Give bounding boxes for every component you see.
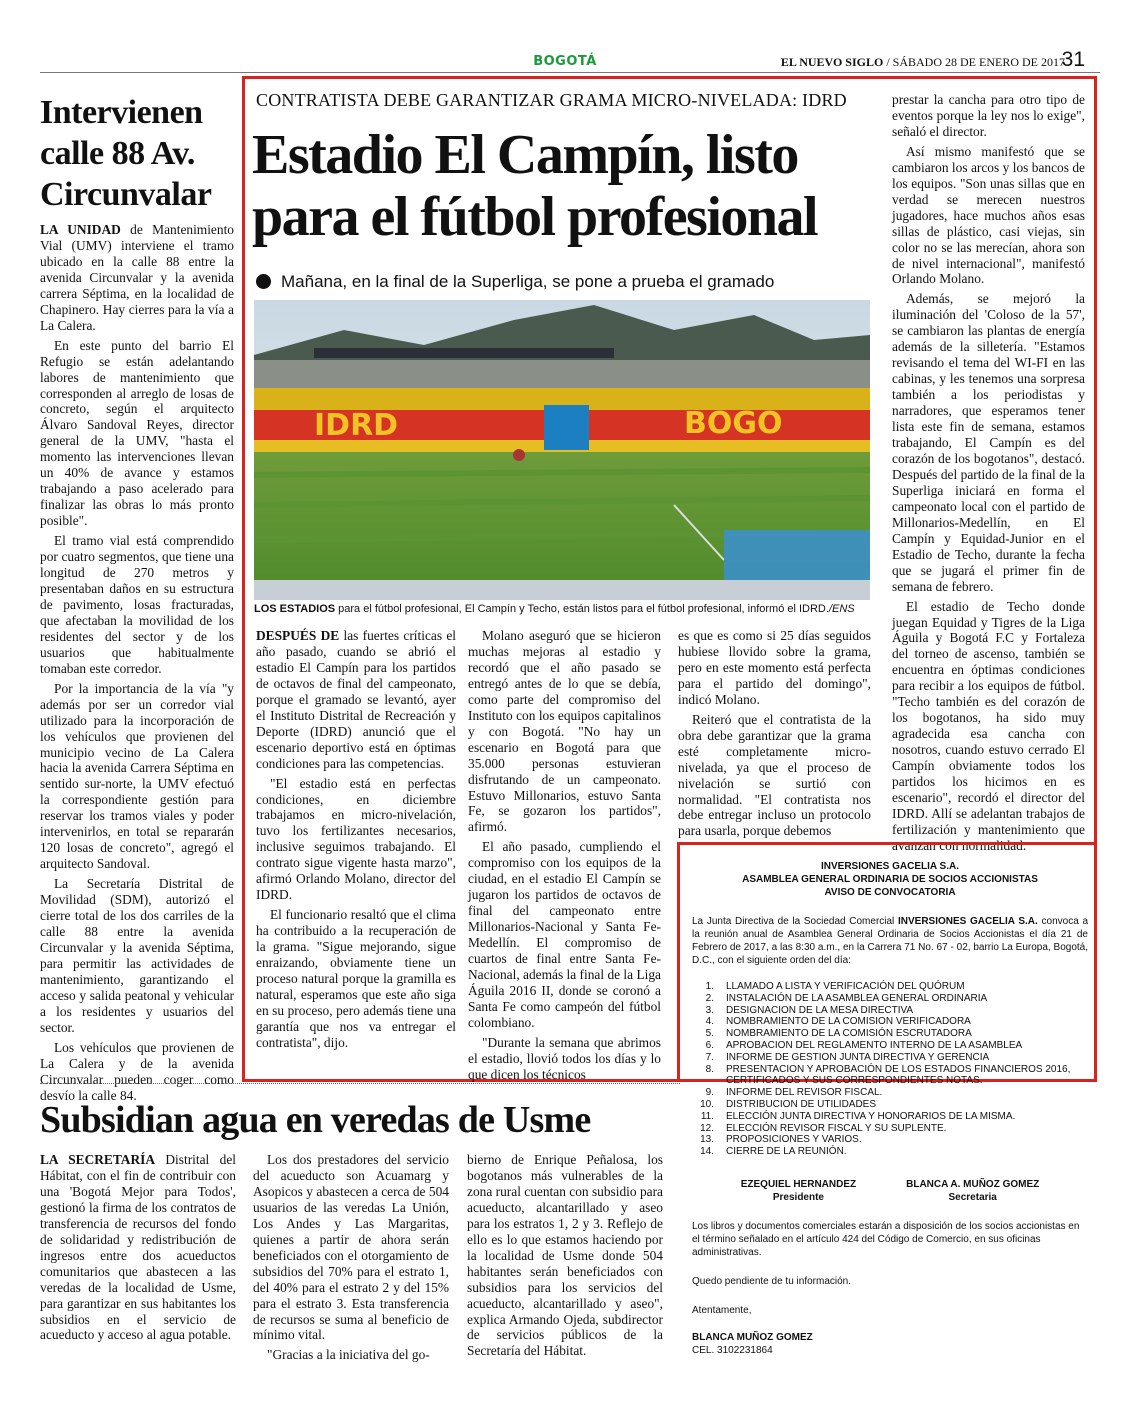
intro-a: La Junta Directiva de la Sociedad Comercial xyxy=(692,916,898,927)
subhead-text: Mañana, en la final de la Superliga, se pone a prueba el gramado xyxy=(281,272,775,291)
main-c4-p1: prestar la cancha para otro tipo de eventos porque la ley nos lo exige", señaló el director. xyxy=(892,92,1085,139)
main-col-4 xyxy=(892,92,1085,858)
left-p3: El tramo vial está comprendido por cuatro segmentos, que tiene una longitud de 270 metros y presentaban daños en su estructura de pavimento, losas fracturadas, que afectaban la movilidad de los residentes del sector y de los usuarios que habitualmente tomaban este corredor. xyxy=(40,533,234,676)
signature-president xyxy=(741,1178,856,1204)
main-headline: Estadio El Campín, listo para el fútbol profesional xyxy=(252,124,818,248)
issue-date: SÁBADO 28 DE ENERO DE 2017 xyxy=(892,55,1065,69)
sig1-role: Presidente xyxy=(772,1191,824,1203)
main-c2-p3: "Durante la semana que abrimos el estadio, llovió todos los días y lo que dicen los técnicos xyxy=(468,1034,661,1082)
notice-assembly: ASAMBLEA GENERAL ORDINARIA DE SOCIOS ACCIONISTAS xyxy=(742,874,1038,885)
agenda-number: 1. xyxy=(705,981,714,992)
agenda-text: DESIGNACION DE LA MESA DIRECTIVA xyxy=(726,1004,914,1016)
agenda-item xyxy=(680,1028,1100,1040)
stadium-illustration xyxy=(254,300,870,600)
agenda-number: 12. xyxy=(700,1122,714,1134)
bottom-col-1 xyxy=(40,1152,236,1347)
section-label: BOGOTÁ xyxy=(533,54,597,69)
main-lead: DESPUÉS DE xyxy=(256,628,340,643)
stadium-photo xyxy=(254,300,870,600)
agenda-item xyxy=(680,1016,1100,1028)
agenda-text: NOMBRAMIENTO DE LA COMISIÓN ESCRUTADORA xyxy=(726,1028,972,1040)
agenda-number: 13. xyxy=(700,1134,714,1146)
agenda-item xyxy=(680,1064,1100,1088)
left-p2: En este punto del barrio El Refugio se están adelantando labores de mantenimiento que corresponden al arreglo de losas de concreto, según el arquitecto Álvaro Sandoval Reyes, director general de la UMV, "hasta el momento las intervenciones llevan un 40% de avance y estamos trabajando a paso acelerado para finalizar las obras lo más pronto posible". xyxy=(40,337,234,529)
agenda-number: 8. xyxy=(705,1063,714,1075)
main-c3-p1: es que es como si 25 días seguidos hubiese llovido sobre la grama, pero en este momento está perfecta para el partido del domingo", indicó Molano. xyxy=(678,628,871,707)
notice-pending: Quedo pendiente de tu información. xyxy=(692,1275,851,1287)
left-p6: Los vehículos que provienen de La Calera y de la avenida Circunvalar pueden coger como desvío la calle 84. xyxy=(40,1039,234,1103)
agenda-number: 4. xyxy=(705,1016,714,1028)
agenda-item xyxy=(680,1099,1100,1111)
main-c1-p1: las fuertes críticas el año pasado, cuando se abrió el estadio El Campín para los partidos de octavos de final del campeonato, porque el gramado se levantó, ayer el Instituto Distrital de Recreación y Deporte (IDRD) anunció que el escenario deportivo está en óptimas condiciones para las competencias. xyxy=(256,628,456,771)
notice-aviso: AVISO DE CONVOCATORIA xyxy=(824,887,956,898)
caption-text: para el fútbol profesional, El Campín y Techo, están listos para el fútbol profesional, informó el IDRD. xyxy=(335,603,829,615)
main-c2-p2: El año pasado, cumpliendo el compromiso con los equipos de la ciudad, en el estadio El Campín se jugaron los partidos de octavos de final del campeonato entre Millonarios-Nacional y Santa Fe-Medellín. El compromiso de cuartos de final entre Santa Fe-Nacional, además la final de la Liga Águila 2016 II, donde se coronó a Santa Fe como campeón del fútbol colombiano. xyxy=(468,839,661,1030)
notice-company: INVERSIONES GACELIA S.A. xyxy=(821,861,959,872)
agenda-text: ELECCIÓN REVISOR FISCAL Y SU SUPLENTE. xyxy=(726,1122,947,1134)
main-col-1 xyxy=(256,628,456,1055)
agenda-number: 9. xyxy=(705,1087,714,1099)
agenda-item xyxy=(680,1087,1100,1099)
caption-lead: LOS ESTADIOS xyxy=(254,603,336,615)
agenda-item xyxy=(680,1111,1100,1123)
main-c3-p2: Reiteró que el contratista de la obra debe garantizar que la grama esté completamente micro-nivelada, ya que el proceso de nivelación se surtió con normalidad. "El contratista nos debe entregar incluso un protocolo para usarla, porque debemos xyxy=(678,711,871,839)
notice-regards: Atentamente, xyxy=(692,1304,752,1316)
agenda-item xyxy=(680,1052,1100,1064)
sig2-role: Secretaria xyxy=(948,1191,997,1203)
agenda-item xyxy=(680,1134,1100,1146)
bottom-col-2 xyxy=(253,1152,449,1367)
notice-books: Los libros y documentos comerciales estarán a disposición de los socios accionistas en el término señalado en el artículo 424 del Código de Comercio, en sus oficinas administrativas. xyxy=(692,1220,1080,1258)
agenda-item xyxy=(680,1146,1100,1158)
assembly-notice xyxy=(680,860,1100,1357)
main-c2-p1: Molano aseguró que se hicieron muchas mejoras al estadio y recordó que el año pasado se entregó antes de lo que se debía, como parte del compromiso del Instituto con los equipos capitalinos y con Bogotá. "No hay un escenario en Bogotá para que 35.000 personas estuvieran disfrutando de un campeonato. Estuvo Millonarios, estuvo Santa Fe, se gozaron los partidos", afirmó. xyxy=(468,628,661,835)
main-c4-p2: Así mismo manifestó que se cambiaron los arcos y los bancos de los equipos. "Son unas sillas que en verdad se merecen nuestros jugadores, hace muchos años esas sillas de plástico, casi viejas, sin color no se las merecían, ahora son de nivel internacional", manifestó Orlando Molano. xyxy=(892,143,1085,287)
signatures xyxy=(680,1178,1100,1204)
bottom-headline: Subsidian agua en veredas de Usme xyxy=(40,1099,591,1141)
sig1-name: EZEQUIEL HERNANDEZ xyxy=(740,1178,857,1190)
stand-letters-right: BOGO xyxy=(684,406,783,441)
agenda-text: PRESENTACION Y APROBACIÓN DE LOS ESTADOS FINANCIEROS 2016, CERTIFICADOS Y SUS CORRESPONDIENTES NOTAS. xyxy=(726,1063,1071,1087)
agenda-number: 3. xyxy=(705,1004,714,1016)
sig2-name: BLANCA A. MUÑOZ GOMEZ xyxy=(906,1178,1040,1190)
main-c1-p3: El funcionario resaltó que el clima ha contribuido a la recuperación de la grama. "Sigue mejorando, sigue enraizando, obviamente tiene un proceso natural porque la gramilla es natural, esperamos que este año siga en su proceso, pero además tiene una garantía que nos va entregar el contratista", dijo. xyxy=(256,907,456,1050)
bullet-icon xyxy=(256,274,271,289)
agenda-text: LLAMADO A LISTA Y VERIFICACIÓN DEL QUÓRUM xyxy=(726,981,965,992)
main-col-2 xyxy=(468,628,661,1087)
agenda-list xyxy=(680,981,1100,1158)
agenda-number: 10. xyxy=(700,1098,714,1110)
agenda-text: NOMBRAMIENTO DE LA COMISION VERIFICADORA xyxy=(726,1016,971,1028)
contact-name: BLANCA MUÑOZ GOMEZ xyxy=(692,1331,813,1343)
left-headline: Intervienen calle 88 Av. Circunvalar xyxy=(40,94,212,213)
paper-name: EL NUEVO SIGLO xyxy=(780,55,884,69)
main-c1-p2: "El estadio está en perfectas condiciones, en diciembre trabajamos en micro-nivelación, tuvo los fertilizantes necesarios, inclusive seguimos trabajando. El contrato sigue vigente hasta marzo", afirmó Orlando Molano, director del IDRD. xyxy=(256,775,456,903)
agenda-text: ELECCIÓN JUNTA DIRECTIVA Y HONORARIOS DE LA MISMA. xyxy=(726,1110,1016,1122)
left-lead: LA UNIDAD xyxy=(40,222,121,237)
bottom-lead: LA SECRETARÍA xyxy=(40,1152,156,1167)
agenda-text: INSTALACIÓN DE LA ASAMBLEA GENERAL ORDINARIA xyxy=(726,992,988,1004)
contact-phone: CEL. 3102231864 xyxy=(692,1344,773,1356)
left-article-body xyxy=(40,222,234,1107)
agenda-number: 5. xyxy=(705,1028,714,1040)
photo-caption xyxy=(254,603,894,615)
intro-c: convoca a la reunión anual de Asamblea General Ordinaria de Socios Accionistas el día 21 de Febrero de 2017, a las 8:30 a.m., en la Carrera 71 No. 67 - 02, barrio La Europa, Bogotá, D.C., con el siguiente orden del día: xyxy=(692,916,1089,966)
left-p5: La Secretaría Distrital de Movilidad (SDM), autorizó el cierre total de los dos carriles de la calle 88 entre la avenida Circunvalar y la avenida Séptima, para permitir las actividades de mantenimiento, garantizando el acceso y salida peatonal y vehicular a los residentes y usuarios del sector. xyxy=(40,876,234,1035)
main-c4-p3: Además, se mejoró la iluminación del 'Coloso de la 57', se cambiaron las plantas de energía además de la silletería. "Estamos revisando el tema del WI-FI en las cabinas, y les tenemos una sorpresa también a los periodistas y narradores, que esperamos tener lista este fin de semana, estamos trabajando, El Campín es del corazón de los bogotanos", destacó. Después del partido de la final de la Superliga iniciará en forma el campeonato local con el partido de Millonarios-Medellín, en El Campín y Equidad-Junior en el Estadio de Techo, durante la fecha que se jugará el primer fin de semana de febrero. xyxy=(892,291,1085,594)
bottom-c3: bierno de Enrique Peñalosa, los bogotanos más vulnerables de la zona rural cuentan con subsidio para acueducto, alcantarillado y aseo para los estratos 1, 2 y 3. Reflejo de ello es lo que estamos haciendo por la localidad de Usme donde 504 habitantes serán beneficiados con subsidios para los servicios del acueducto, alcantarillado y aseo", explica Armando Ojeda, subdirector de servicios públicos de la Secretaría del Hábitat. xyxy=(467,1152,663,1359)
main-kicker: CONTRATISTA DEBE GARANTIZAR GRAMA MICRO-NIVELADA: IDRD xyxy=(256,90,847,110)
agenda-text: APROBACION DEL REGLAMENTO INTERNO DE LA ASAMBLEA xyxy=(726,1039,1023,1051)
main-col-3 xyxy=(678,628,871,843)
agenda-item xyxy=(680,1005,1100,1017)
agenda-number: 11. xyxy=(700,1110,714,1122)
agenda-number: 6. xyxy=(705,1039,714,1051)
agenda-item xyxy=(680,993,1100,1005)
agenda-number: 7. xyxy=(705,1051,714,1063)
left-p1: de Mantenimiento Vial (UMV) interviene el tramo ubicado en la calle 88 entre la avenida Circunvalar y la avenida carrera Séptima, en la localidad de Chapinero. Hay cierres para la vía a La Calera. xyxy=(40,222,234,333)
signature-secretary xyxy=(906,1178,1039,1204)
agenda-text: INFORME DE GESTION JUNTA DIRECTIVA Y GERENCIA xyxy=(726,1051,990,1063)
main-c4-p4: El estadio de Techo donde juegan Equidad y Tigres de la Liga Águila y Bogotá F.C y Fortaleza del torneo de ascenso, también se encuentra en óptimas condiciones para recibir a los equipos de fútbol. "Techo también es del corazón de los bogotanos, ha sido muy agradecida esa cancha con nosotros, cuando estuvo cerrado El Campín obviamente todos los partidos los hicimos en es escenario", recordó el director del IDRD. Allí se adelantan trabajos de fertilización y mantenimiento que avanzan con normalidad. xyxy=(892,598,1085,853)
bottom-c2-p1: Los dos prestadores del servicio del acueducto son Acuamarg y Asopicos y abastecen a cerca de 504 usuarios de las veredas La Unión, Los Andes y Las Margaritas, quienes a partir de ahora serán beneficiados con el otorgamiento de subsidios del 70% para el estrato 1, del 40% para el estrato 2 y del 15% para el estrato 3. Esta transferencia de recursos se suma al beneficio de mínimo vital. xyxy=(253,1152,449,1343)
agenda-text: INFORME DEL REVISOR FISCAL. xyxy=(726,1087,883,1099)
agenda-item xyxy=(680,981,1100,993)
stand-letters-left: IDRD xyxy=(314,408,399,443)
intro-b: INVERSIONES GACELIA S.A. xyxy=(897,916,1038,927)
left-p4: Por la importancia de la vía "y además por ser un corredor vial utilizado para la incorporación de los vehículos que provienen del municipio vecino de La Calera hacia la avenida Carrera Séptima en sentido sur-norte, la UMV efectuó la correspondiente gestión para reservar los tramos viales y poder intervenirlos, en total se repararán 120 losas de concreto", agregó el arquitecto Sandoval. xyxy=(40,680,234,872)
agenda-text: DISTRIBUCION DE UTILIDADES xyxy=(726,1098,877,1110)
agenda-number: 2. xyxy=(705,992,714,1004)
bottom-c2-p2: "Gracias a la iniciativa del go- xyxy=(267,1347,430,1363)
main-subhead xyxy=(256,272,876,292)
agenda-item xyxy=(680,1123,1100,1135)
caption-credit: /ENS xyxy=(828,603,855,615)
agenda-text: CIERRE DE LA REUNIÓN. xyxy=(726,1146,847,1158)
notice-intro xyxy=(680,915,1100,967)
agenda-item xyxy=(680,1040,1100,1052)
section-divider xyxy=(40,1083,680,1084)
bottom-c1: Distrital del Hábitat, con el fin de contribuir con una 'Bogotá Mejor para Todos', gestionó la firma de los contratos de transferencia de recursos del fondo de solidaridad y redistribución de ingresos entre dos acueductos comunitarios que abastecen a las veredas de la localidad de Usme, para garantizar en sus habitantes los subsidios en el servicio de acueducto y acceso al agua potable. xyxy=(40,1152,236,1343)
agenda-number: 14. xyxy=(700,1146,714,1158)
masthead: EL NUEVO SIGLO / SÁBADO 28 DE ENERO DE 2017 xyxy=(780,55,1065,69)
bottom-col-3 xyxy=(467,1152,663,1363)
page-number: 31 xyxy=(1061,48,1085,71)
agenda-text: PROPOSICIONES Y VARIOS. xyxy=(726,1134,862,1146)
header-rule xyxy=(40,72,1100,73)
